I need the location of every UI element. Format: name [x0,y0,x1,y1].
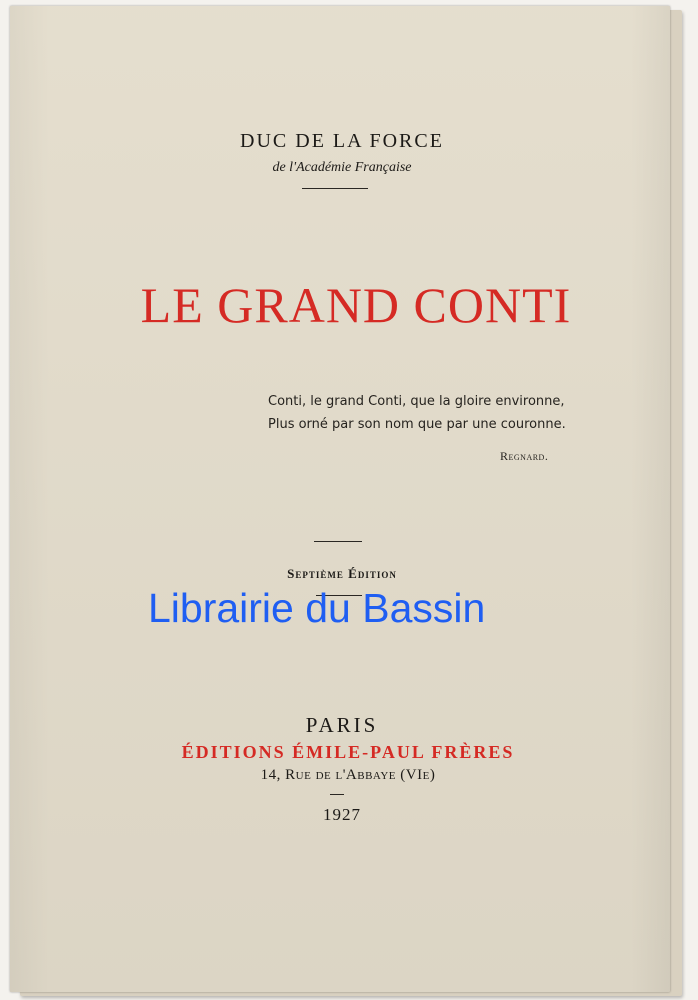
publication-city: PARIS [305,713,379,737]
publisher-address: 14, Rue de l'Abbaye (VIe) [260,767,436,783]
publication-year: 1927 [323,805,361,824]
publisher-name: ÉDITIONS ÉMILE-PAUL FRÈRES [181,742,515,762]
epigraph-line: Conti, le grand Conti, que la gloire environne, [268,394,565,409]
author-affiliation: de l'Académie Française [272,160,412,175]
divider-rule-top [302,188,368,189]
divider-rule-middle [314,541,362,542]
book-title: LE GRAND CONTI [140,277,572,333]
divider-rule-year [330,794,344,795]
author-name: DUC DE LA FORCE [240,130,444,152]
watermark-text: Librairie du Bassin [148,585,486,631]
epigraph-author: Regnard. [500,449,549,463]
book-cover [10,6,670,992]
epigraph [268,390,566,436]
edition-label: Septième Édition [287,566,397,581]
epigraph-line: Plus orné par son nom que par une couronne. [268,417,566,432]
